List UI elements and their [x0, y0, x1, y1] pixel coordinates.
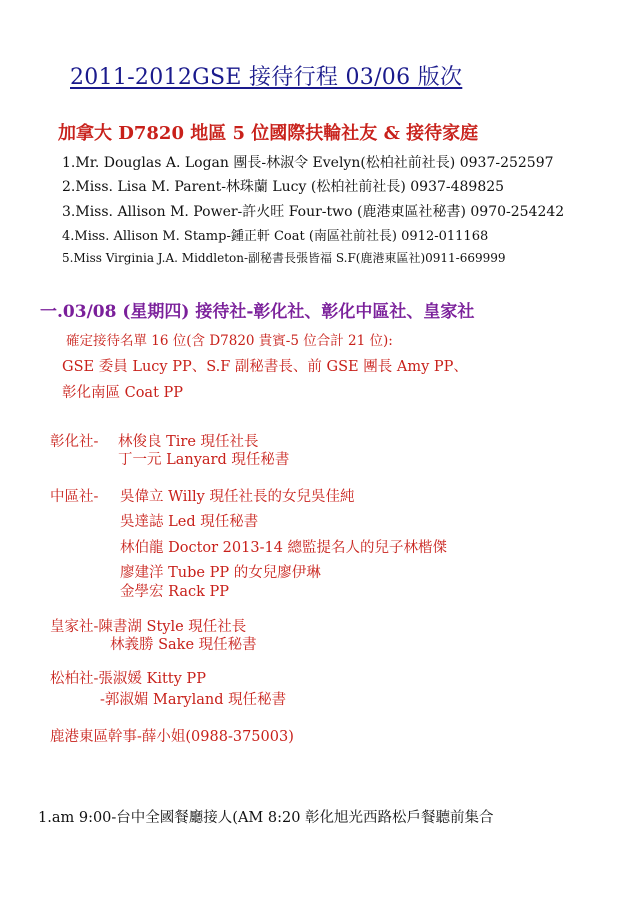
- club-member: 金學宏 Rack PP: [120, 584, 230, 600]
- club-member: 廖建洋 Tube PP 的女兒廖伊琳: [120, 565, 321, 581]
- club-member: 吳偉立 Willy 現任社長的女兒吳佳純: [120, 489, 355, 505]
- section-heading: 一.03/08 (星期四) 接待社-彰化社、彰化中區社、皇家社: [40, 302, 475, 322]
- member-item: 2.Miss. Lisa M. Parent-林珠蘭 Lucy (松柏社前社長) 0937-489825: [62, 179, 505, 195]
- confirm-line: 確定接待名單 16 位(含 D7820 貴賓-5 位合計 21 位):: [66, 333, 393, 349]
- club-member: 丁一元 Lanyard 現任秘書: [118, 452, 290, 468]
- member-item: 4.Miss. Allison M. Stamp-鍾正軒 Coat (南區社前社長) 0912-011168: [62, 229, 489, 244]
- club-member: 皇家社-陳書湖 Style 現任社長: [50, 619, 247, 635]
- club-member: 林義勝 Sake 現任秘書: [110, 637, 257, 653]
- club-member: 吳達誌 Led 現任秘書: [120, 514, 259, 530]
- club-member: -郭淑媚 Maryland 現任秘書: [100, 692, 287, 708]
- page-title: 2011-2012GSE 接待行程 03/06 版次: [70, 65, 463, 90]
- club-label: 彰化社-: [50, 434, 99, 450]
- member-item: 1.Mr. Douglas A. Logan 團長-林淑令 Evelyn(松柏社前社長) 0937-252597: [62, 155, 554, 171]
- club-member: 鹿港東區幹事-薛小姐(0988-375003): [50, 729, 294, 745]
- club-member: 松柏社-張淑媛 Kitty PP: [50, 671, 206, 687]
- guests-line: GSE 委員 Lucy PP、S.F 副秘書長、前 GSE 團長 Amy PP、: [62, 359, 468, 375]
- schedule-item: 1.am 9:00-台中全國餐廳接人(AM 8:20 彰化旭光西路松戶餐聽前集合: [38, 810, 494, 826]
- guests-line: 彰化南區 Coat PP: [62, 385, 184, 401]
- subtitle: 加拿大 D7820 地區 5 位國際扶輪社友 & 接待家庭: [58, 123, 479, 144]
- member-item: 3.Miss. Allison M. Power-許火旺 Four-two (鹿港東區社秘書) 0970-254242: [62, 204, 565, 220]
- club-member: 林俊良 Tire 現任社長: [118, 434, 259, 450]
- club-label: 中區社-: [50, 489, 99, 505]
- club-member: 林伯龍 Doctor 2013-14 總監提名人的兒子林楷傑: [120, 540, 448, 556]
- member-item: 5.Miss Virginia J.A. Middleton-副秘書長張皆福 S.F(鹿港東區社)0911-669999: [62, 251, 506, 265]
